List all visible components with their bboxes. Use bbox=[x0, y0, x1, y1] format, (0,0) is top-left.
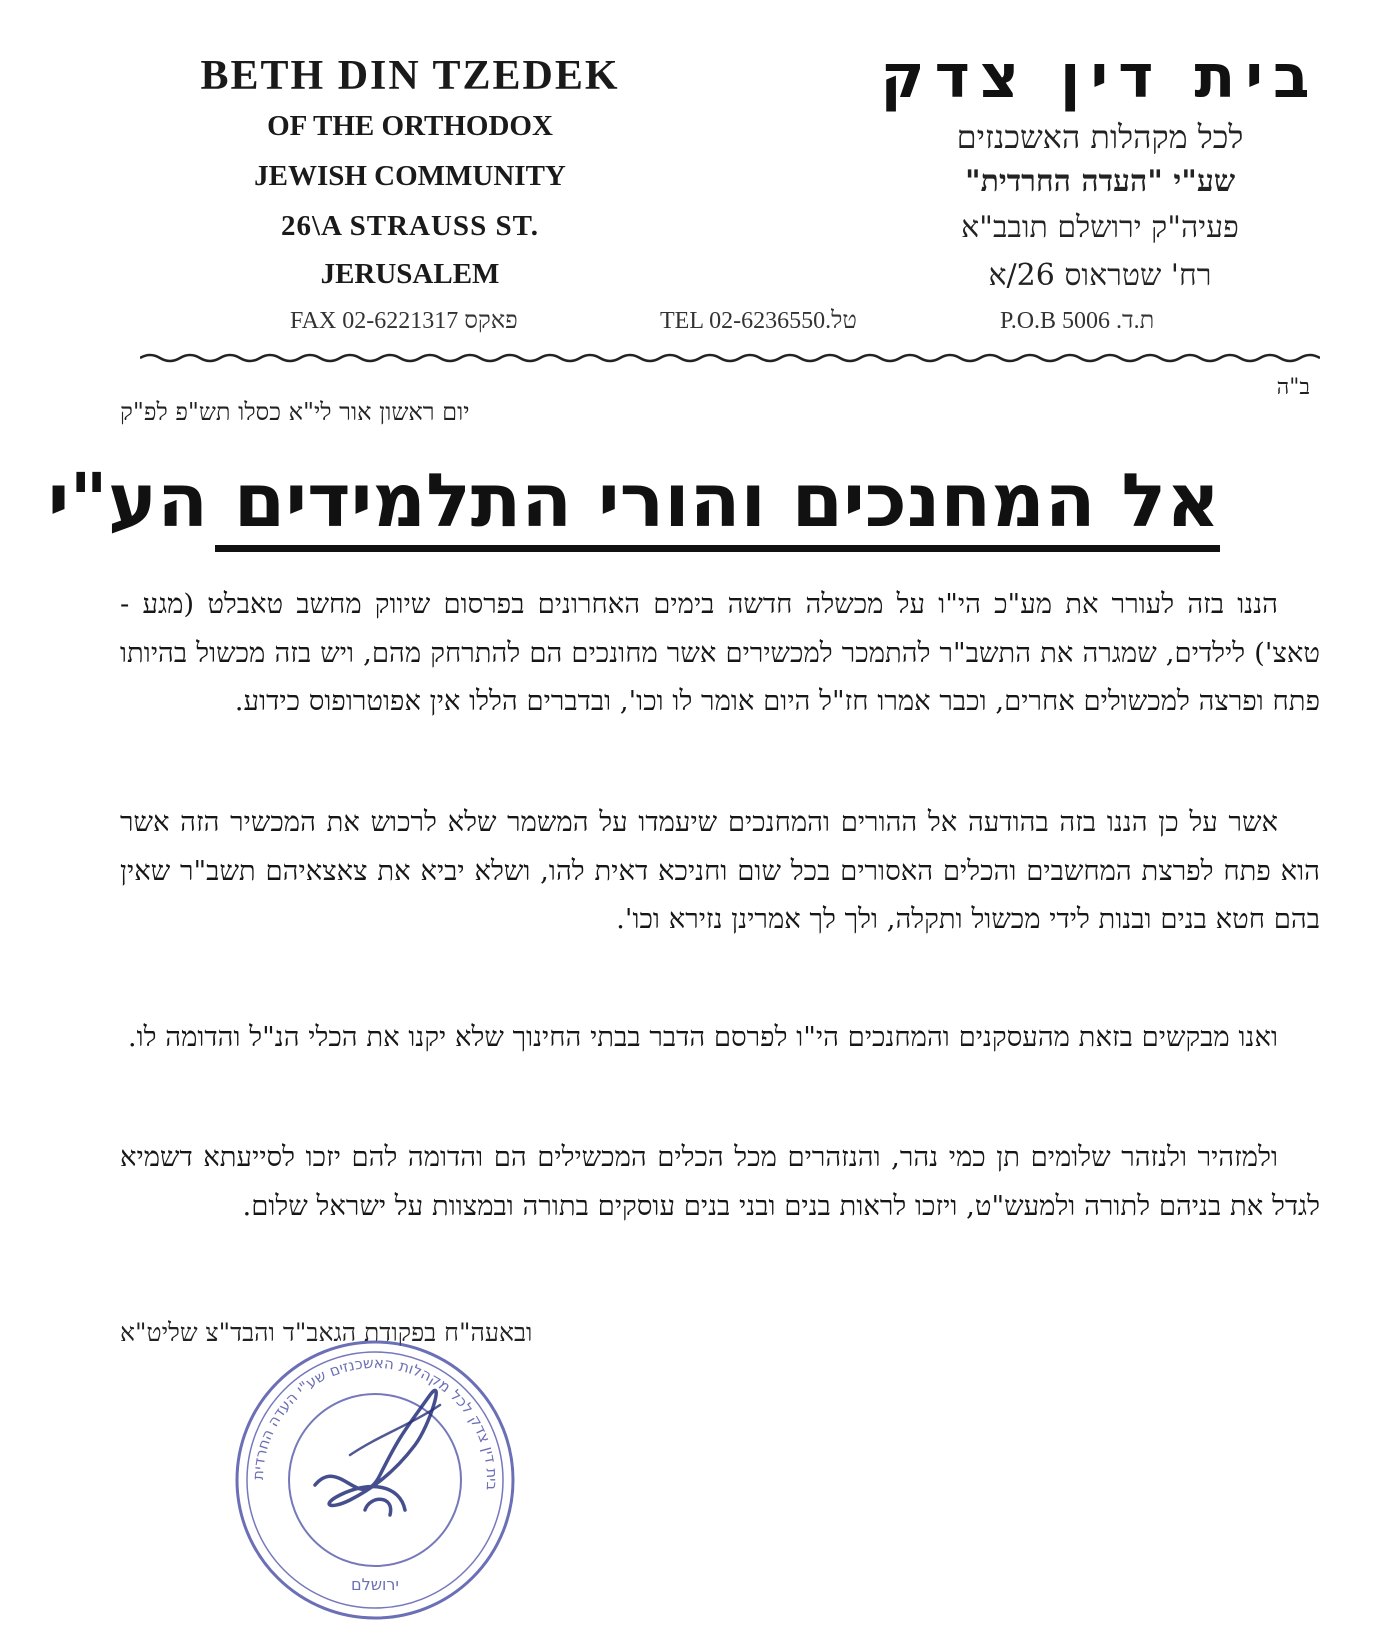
paragraph bbox=[120, 1133, 1320, 1230]
paragraph bbox=[120, 580, 1320, 726]
paragraph-text: ולמזהיר ולנזהר שלומים תן כמי נהר, והנזהרים מכל הכלים המכשילים הם והדומה להם יזכו לסייעתא דשמיא לגדל את בניהם לתורה ולמעש"ט, ויזכו לראות בנים ובני בנים עוסקים בתורה ובמצוות על ישראל שלום. bbox=[120, 1141, 1320, 1222]
letterhead-hebrew-line: לכל מקהלות האשכנזים bbox=[956, 118, 1244, 156]
paragraph bbox=[120, 1013, 1320, 1062]
paragraph bbox=[120, 798, 1320, 944]
letterhead-english-title: BETH DIN TZEDEK bbox=[200, 53, 620, 99]
heading-underline bbox=[215, 545, 1220, 552]
signature bbox=[315, 1390, 436, 1515]
letterhead-english-line: JEWISH COMMUNITY bbox=[254, 160, 566, 192]
closing-line: ובאעה"ח בפקודת הגאב"ד והבד"צ שליט"א bbox=[120, 1318, 533, 1347]
letterhead-divider bbox=[140, 352, 1320, 364]
bh-mark: ב"ה bbox=[1276, 375, 1310, 400]
stamp-ring-text: בית דין צדק לכל מקהלות האשכנזים שע"י העדה החרדית bbox=[248, 1353, 502, 1491]
po-box: P.O.B 5006 .ת.ד bbox=[1000, 308, 1155, 334]
paragraph-text: הננו בזה לעורר את מע"כ הי"ו על מכשלה חדשה בימים האחרונים בפרסום שיווק מחשב טאבלט (מגע - טאצ') לילדים, שמגרה את התשב"ר להתמכר למכשירים אשר מחונכים הם להתרחק מהם, ויש בזה מכשול בהיותו פתח ופרצה למכשולים אחרים, וכבר אמרו חז"ל היום אומר לו וכו', ובדברים הללו אין אפוטרופוס כידוע. bbox=[120, 588, 1320, 717]
letterhead-english-line: OF THE ORTHODOX bbox=[267, 110, 553, 142]
letterhead-hebrew-title: בית דין צדק bbox=[880, 42, 1320, 112]
official-stamp bbox=[230, 1335, 520, 1625]
letterhead-hebrew-address: רח' שטראוס 26/א bbox=[988, 258, 1212, 293]
letter-date: יום ראשון אור לי"א כסלו תש"פ לפ"ק bbox=[120, 398, 470, 426]
paragraph-text: אשר על כן הננו בזה בהודעה אל ההורים והמחנכים שיעמדו על המשמר שלא לרכוש את המכשיר הזה אשר הוא פתח לפרצת המחשבים והכלים האסורים בכל שום וחניכא דאית להו, ושלא יביא את צאצאיהם תשב"ר שאין בהם חטא בנים ובנות לידי מכשול ותקלה, ולך לך אמרינן נזירא וכו'. bbox=[120, 806, 1320, 935]
letter-heading: אל המחנכים והורי התלמידים הע"י bbox=[47, 458, 1220, 544]
stamp-city: ירושלם bbox=[350, 1575, 400, 1594]
letterhead-hebrew-line: שע"י "העדה החרדית" bbox=[964, 164, 1236, 199]
fax-number: FAX 02-6221317 פאקס bbox=[290, 308, 518, 334]
letterhead-english-address: 26\A STRAUSS ST. bbox=[280, 210, 540, 242]
letterhead-hebrew-line: פעיה"ק ירושלם תובב"א bbox=[961, 210, 1239, 245]
letterhead-english-city: JERUSALEM bbox=[320, 258, 500, 290]
phone-number: TEL 02-6236550.טל bbox=[660, 308, 857, 334]
paragraph-text: ואנו מבקשים בזאת מהעסקנים והמחנכים הי"ו לפרסם הדבר בבתי החינוך שלא יקנו את הכלי הנ"ל והדומה לו. bbox=[127, 1021, 1278, 1053]
